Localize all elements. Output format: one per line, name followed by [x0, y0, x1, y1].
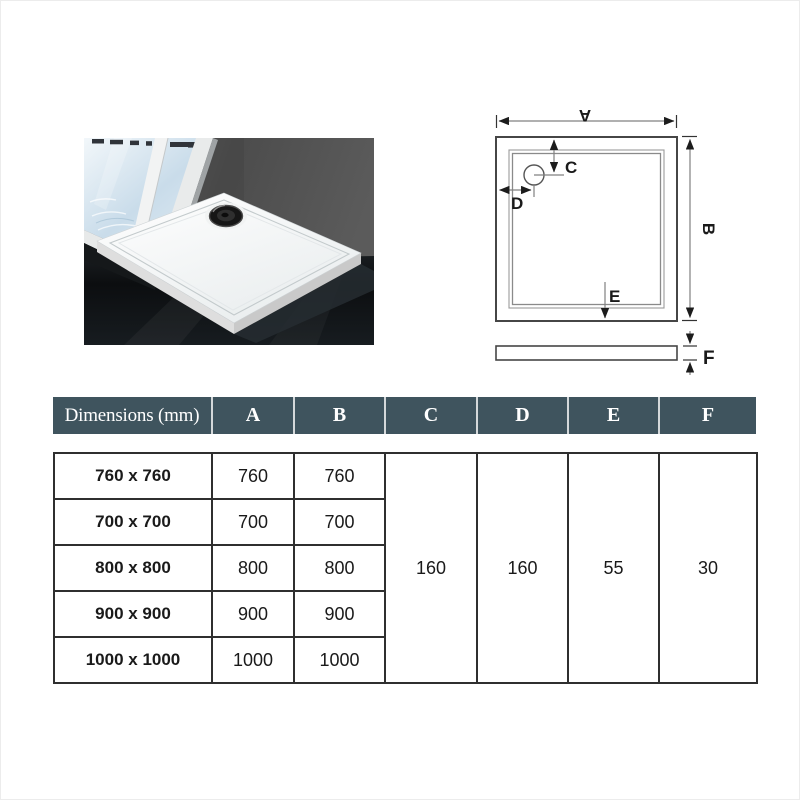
cell-b: 700 — [294, 499, 385, 545]
header-cell-c: C — [384, 397, 476, 434]
label-d: D — [511, 194, 524, 213]
table-row — [54, 453, 757, 499]
cell-size: 700 x 700 — [54, 499, 212, 545]
cell-b: 760 — [294, 453, 385, 499]
tray-outline — [496, 137, 677, 321]
cell-a: 900 — [212, 591, 294, 637]
product-photo — [84, 138, 374, 345]
dim-b — [682, 137, 697, 321]
dimensions-table — [53, 452, 758, 684]
label-f: F — [703, 348, 715, 369]
cell-size: 800 x 800 — [54, 545, 212, 591]
cell-b: 800 — [294, 545, 385, 591]
cell-size: 760 x 760 — [54, 453, 212, 499]
label-b: B — [699, 222, 718, 236]
cell-a: 1000 — [212, 637, 294, 683]
drain — [205, 203, 247, 230]
header-cell-d: D — [476, 397, 567, 434]
label-e: E — [609, 287, 621, 306]
cell-size: 900 x 900 — [54, 591, 212, 637]
header-cell-e: E — [567, 397, 658, 434]
header-cell-f: F — [658, 397, 756, 434]
cell-b: 1000 — [294, 637, 385, 683]
cell-c-merged: 160 — [385, 453, 477, 683]
header-cell-a: A — [211, 397, 293, 434]
side-profile — [496, 346, 677, 360]
cell-a: 700 — [212, 499, 294, 545]
cell-size: 1000 x 1000 — [54, 637, 212, 683]
cell-a: 760 — [212, 453, 294, 499]
dimensions-table-header — [53, 397, 756, 434]
cell-e-merged: 55 — [568, 453, 659, 683]
cell-a: 800 — [212, 545, 294, 591]
cell-f-merged: 30 — [659, 453, 757, 683]
dim-f — [683, 331, 697, 375]
label-a: A — [578, 106, 592, 125]
dimension-diagram — [461, 96, 761, 381]
cell-d-merged: 160 — [477, 453, 568, 683]
header-cell-dimensions: Dimensions (mm) — [64, 404, 200, 426]
label-c: C — [565, 158, 578, 177]
header-cell-b: B — [293, 397, 384, 434]
cell-b: 900 — [294, 591, 385, 637]
